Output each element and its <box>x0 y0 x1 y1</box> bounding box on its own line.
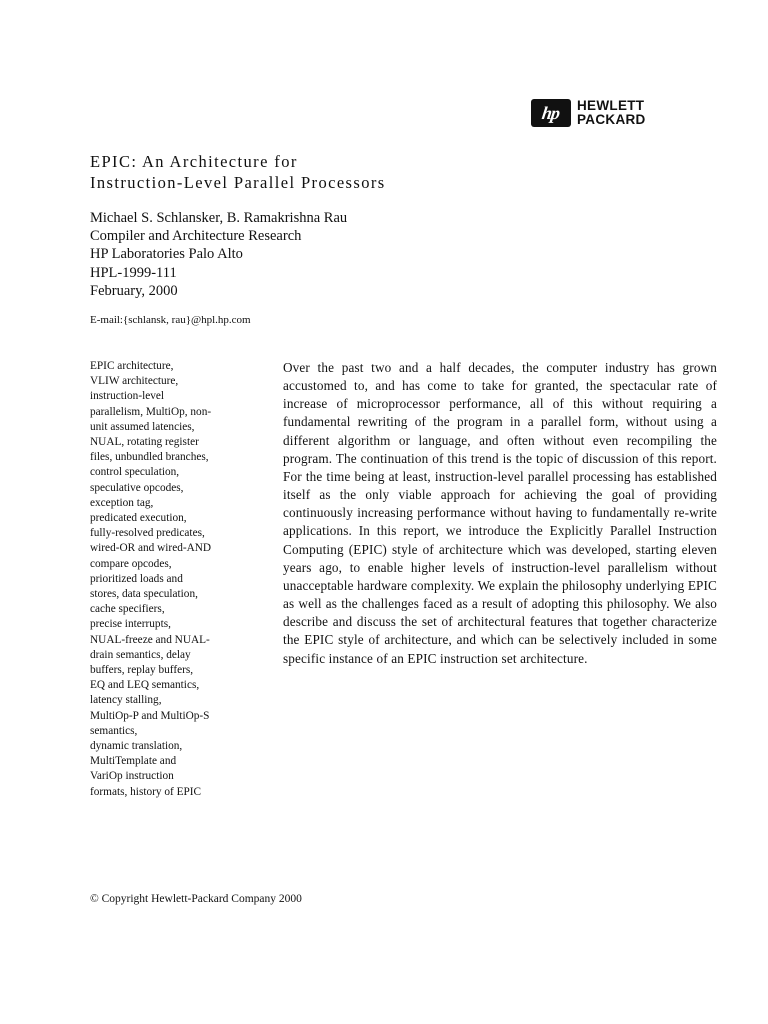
keyword-line: predicated execution, <box>90 512 187 525</box>
author-lab: HP Laboratories Palo Alto <box>90 246 243 263</box>
keyword-line: VariOp instruction <box>90 770 174 783</box>
hp-logo-wordmark <box>577 99 646 127</box>
keyword-line: cache specifiers, <box>90 603 165 616</box>
author-names: Michael S. Schlansker, B. Ramakrishna Rau <box>90 210 348 226</box>
report-date: February, 2000 <box>90 282 178 299</box>
keyword-line: precise interrupts, <box>90 618 171 631</box>
keyword-line: stores, data speculation, <box>90 588 198 601</box>
abstract: Over the past two and a half decades, the computer industry has grown accustomed to, and has come to take for granted, the spectacular rate of increase of microprocessor performance, all of this without requiring a fundamental rewriting of the program in a parallel form, without using a different algorithm or language, and often without even recompiling the program. The continuation of this trend is the topic of discussion of this report. For the time being at least, instruction-level parallel processing has established itself as the only viable approach for achieving the goal of providing continuously increasing performance without having to fundamentally re-write applications. In this report, we introduce the Explicitly Parallel Instruction Computing (EPIC) style of architecture which was developed, starting eleven years ago, to enable higher levels of instruction-level parallelism without unacceptable hardware complexity. We explain the philosophy underlying EPIC as well as the challenges faced as a result of adopting this philosophy. We also describe and discuss the set of architectural features that together characterize the EPIC style of architecture, and which can be selectively included in some specific instance of an EPIC instruction set architecture. <box>283 360 717 666</box>
report-title-line-2: Instruction-Level Parallel Processors <box>90 173 386 192</box>
author-department: Compiler and Architecture Research <box>90 228 302 245</box>
report-title-line-1: EPIC: An Architecture for <box>90 152 298 171</box>
keyword-line: formats, history of EPIC <box>90 785 202 798</box>
keyword-line: MultiTemplate and <box>90 755 177 768</box>
keyword-line: NUAL, rotating register <box>90 436 199 449</box>
keyword-line: unit assumed latencies, <box>90 420 195 433</box>
logo-line-1: HEWLETT <box>577 98 645 113</box>
keyword-line: prioritized loads and <box>90 572 183 585</box>
copyright-notice: © Copyright Hewlett-Packard Company 2000 <box>90 893 302 905</box>
report-title <box>90 151 386 193</box>
keyword-line: instruction-level <box>90 390 165 403</box>
keywords-list <box>90 359 250 800</box>
keyword-line: dynamic translation, <box>90 740 183 753</box>
keyword-line: semantics, <box>90 724 138 737</box>
keyword-line: parallelism, MultiOp, non- <box>90 405 212 418</box>
keyword-line: buffers, replay buffers, <box>90 664 194 677</box>
keyword-line: compare opcodes, <box>90 557 172 570</box>
keyword-line: exception tag, <box>90 496 154 509</box>
report-number: HPL-1999-111 <box>90 264 177 281</box>
keyword-line: speculative opcodes, <box>90 481 184 494</box>
keyword-line: control speculation, <box>90 466 180 479</box>
hp-logo <box>531 99 646 127</box>
hp-logo-mark <box>531 99 571 127</box>
keyword-line: MultiOp-P and MultiOp-S <box>90 709 210 722</box>
keyword-line: EQ and LEQ semantics, <box>90 679 200 692</box>
keyword-line: latency stalling, <box>90 694 162 707</box>
author-block <box>90 209 347 300</box>
logo-line-2: PACKARD <box>577 112 646 127</box>
hp-logo-mark-text: hp <box>541 102 561 123</box>
keyword-line: fully-resolved predicates, <box>90 527 205 540</box>
keyword-line: wired-OR and wired-AND <box>90 542 212 555</box>
keyword-line: drain semantics, delay <box>90 648 191 661</box>
author-email: E-mail:{schlansk, rau}@hpl.hp.com <box>90 314 251 326</box>
keyword-line: EPIC architecture, <box>90 360 174 372</box>
keyword-line: files, unbundled branches, <box>90 451 209 464</box>
keyword-line: VLIW architecture, <box>90 375 179 388</box>
keyword-line: NUAL-freeze and NUAL- <box>90 633 210 646</box>
